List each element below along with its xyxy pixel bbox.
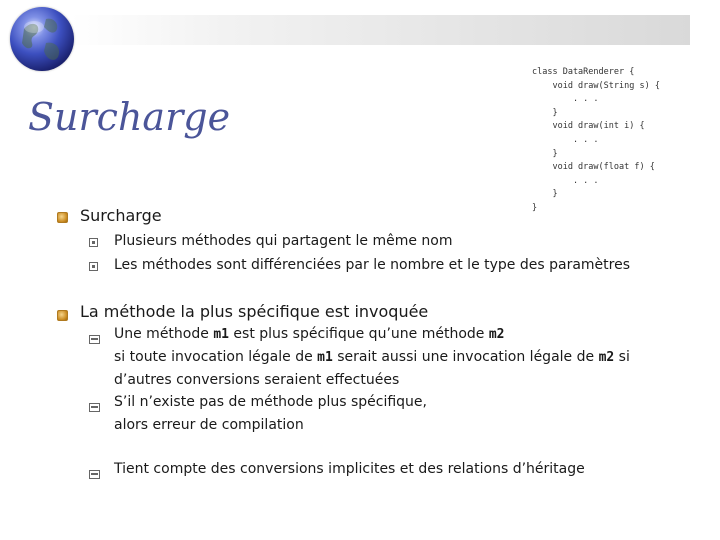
code-line: void draw(String s) { <box>532 80 660 91</box>
slide-title: Surcharge <box>28 95 231 139</box>
bullet-icon <box>57 310 68 321</box>
globe-icon <box>10 7 74 71</box>
bullet-surcharge: Surcharge <box>80 206 162 225</box>
code-line: . . . <box>532 94 599 105</box>
code-line: } <box>532 202 538 213</box>
sub-bullet-icon <box>89 262 98 271</box>
code-line: } <box>532 189 558 200</box>
sub-bullet-text: Une méthode m1 est plus spécifique qu’une méthode m2 si toute invocation légale de m1 serait aussi une invocation légale de m2 si d’autres conversions seraient effectuées <box>114 326 630 388</box>
sub-bullet-icon <box>89 403 100 412</box>
code-m1: m1 <box>317 350 333 365</box>
code-line: void draw(float f) { <box>532 162 655 173</box>
sub-bullet-text: Tient compte des conversions implicites et des relations d’héritage <box>114 461 585 477</box>
bullet-specific-method: La méthode la plus spécifique est invoquée <box>80 302 429 321</box>
code-line: void draw(int i) { <box>532 121 645 132</box>
sub-bullet-text: Plusieurs méthodes qui partagent le même nom <box>114 233 453 249</box>
code-line: class DataRenderer { <box>532 67 635 77</box>
sub-bullet-icon <box>89 470 100 479</box>
code-line: . . . <box>532 175 599 186</box>
sub-bullet-icon <box>89 335 100 344</box>
code-sample <box>532 66 712 216</box>
code-line: } <box>532 107 558 118</box>
sub-bullet-text: S’il n’existe pas de méthode plus spécifique, alors erreur de compilation <box>114 394 427 433</box>
sub-bullet-text: Les méthodes sont différenciées par le nombre et le type des paramètres <box>114 257 631 273</box>
sub-bullet-icon <box>89 238 98 247</box>
code-m2: m2 <box>598 350 615 365</box>
code-m2: m2 <box>488 327 505 342</box>
code-line: } <box>532 148 558 159</box>
code-m1: m1 <box>213 327 229 342</box>
bullet-icon <box>57 212 68 223</box>
header-band <box>70 15 690 45</box>
code-line: . . . <box>532 134 599 145</box>
